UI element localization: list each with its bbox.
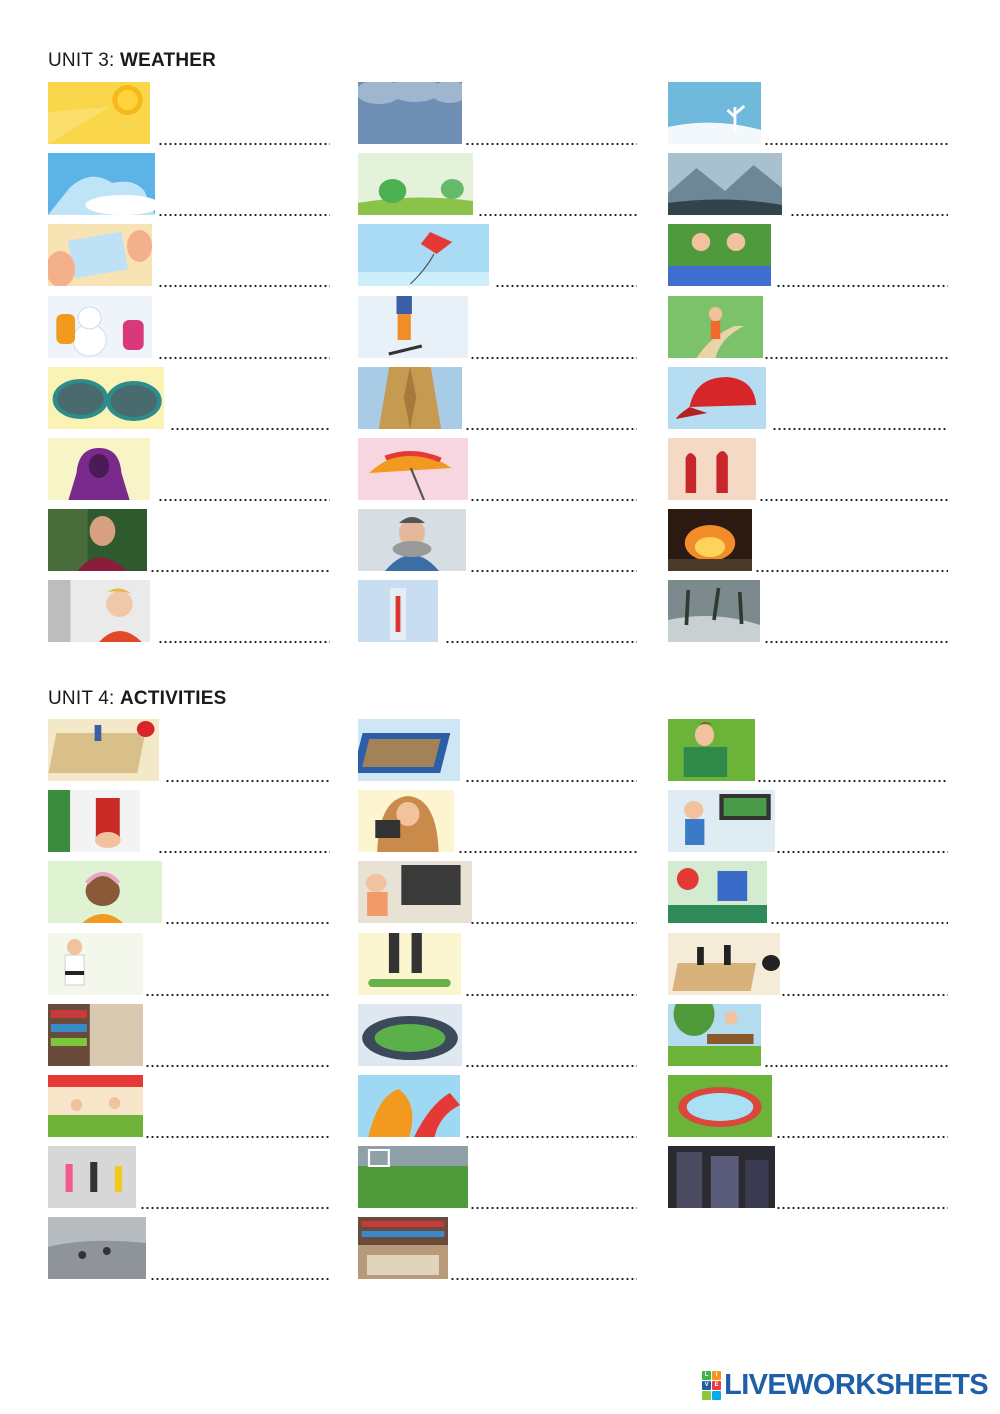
- windy-clouds-picture: [48, 153, 155, 215]
- vocab-cell: [48, 580, 330, 644]
- fireplace-picture: [668, 509, 752, 571]
- vocab-cell: [668, 82, 948, 146]
- vocab-cell: [48, 1217, 330, 1281]
- answer-field[interactable]: [764, 1054, 948, 1068]
- answer-field[interactable]: [772, 417, 948, 431]
- vocab-cell: [358, 153, 637, 217]
- answer-field[interactable]: [465, 1125, 637, 1139]
- answer-field[interactable]: [470, 559, 637, 573]
- logo-mark-tile: E: [712, 1381, 721, 1390]
- sunny-picture: [48, 82, 150, 144]
- vocab-cell: [668, 580, 948, 644]
- karate-picture: [48, 933, 143, 995]
- liveworksheets-logo: [702, 1369, 988, 1402]
- football-pitch-picture: [358, 1146, 468, 1208]
- coat-picture: [358, 367, 462, 429]
- answer-field[interactable]: [764, 132, 948, 146]
- logo-mark-tile: L: [702, 1371, 711, 1380]
- answer-field[interactable]: [776, 274, 948, 288]
- vocab-cell: [668, 790, 948, 854]
- water-park-picture: [358, 1075, 460, 1137]
- cold-woman-picture: [358, 509, 466, 571]
- vocab-cell: [48, 1075, 330, 1139]
- answer-field[interactable]: [165, 769, 330, 783]
- reading-book-picture: [668, 719, 755, 781]
- painting-craft-picture: [48, 224, 152, 286]
- vocab-cell: [358, 933, 637, 997]
- answer-field[interactable]: [458, 840, 637, 854]
- vocab-cell: [358, 1217, 637, 1281]
- cap-picture: [668, 367, 766, 429]
- answer-field[interactable]: [465, 983, 637, 997]
- vocab-cell: [48, 509, 330, 573]
- vocab-cell: [358, 438, 637, 502]
- vocab-cell: [668, 1004, 948, 1068]
- vocab-cell: [668, 224, 948, 288]
- liveworksheets-wordmark: LIVEWORKSHEETS: [724, 1369, 988, 1401]
- logo-mark-tile: [712, 1391, 721, 1400]
- answer-field[interactable]: [770, 911, 948, 925]
- vocab-cell: [48, 224, 330, 288]
- answer-field[interactable]: [764, 346, 948, 360]
- vocab-cell: [358, 790, 637, 854]
- chess-picture: [668, 933, 780, 995]
- vocab-cell: [668, 933, 948, 997]
- logo-mark-tile: V: [702, 1381, 711, 1390]
- picnic-picture: [668, 224, 771, 286]
- vocab-cell: [48, 1146, 330, 1210]
- vocab-cell: [48, 790, 330, 854]
- vocab-cell: [668, 367, 948, 431]
- answer-field[interactable]: [776, 840, 948, 854]
- storm-picture: [668, 580, 760, 642]
- vocab-cell: [358, 296, 637, 360]
- bookshop-picture: [358, 1217, 448, 1279]
- answer-field[interactable]: [776, 1196, 948, 1210]
- answer-field[interactable]: [140, 1196, 330, 1210]
- answer-field[interactable]: [145, 1054, 330, 1068]
- snowy-picture: [668, 82, 761, 144]
- arcade-picture: [668, 1146, 775, 1208]
- answer-field[interactable]: [165, 911, 330, 925]
- foggy-mountains-picture: [668, 153, 782, 215]
- swimming-pool-picture: [668, 1075, 772, 1137]
- umbrella-picture: [358, 438, 468, 500]
- vocab-cell: [668, 861, 948, 925]
- answer-field[interactable]: [158, 488, 330, 502]
- library-shelves-picture: [48, 1004, 143, 1066]
- vocab-cell: [358, 82, 637, 146]
- vocab-cell: [358, 1004, 637, 1068]
- answer-field[interactable]: [158, 132, 330, 146]
- answer-field[interactable]: [150, 559, 330, 573]
- gloves-picture: [668, 438, 756, 500]
- stadium-picture: [358, 1004, 462, 1066]
- vocab-cell: [48, 719, 330, 783]
- vocab-cell: [48, 367, 330, 431]
- skiing-picture: [358, 296, 468, 358]
- logo-mark-tile: I: [712, 1371, 721, 1380]
- market-picture: [48, 1075, 143, 1137]
- answer-field[interactable]: [145, 983, 330, 997]
- skateboarding-picture: [358, 933, 461, 995]
- raincoat-picture: [48, 438, 150, 500]
- answer-field[interactable]: [170, 417, 330, 431]
- park-bench-picture: [668, 1004, 761, 1066]
- vocab-cell: [358, 1146, 637, 1210]
- walk-in-park-picture: [668, 296, 763, 358]
- answer-field[interactable]: [158, 840, 330, 854]
- vocab-cell: [358, 861, 637, 925]
- vocab-cell: [668, 296, 948, 360]
- vocab-cell: [358, 224, 637, 288]
- vocab-cell: [48, 82, 330, 146]
- vocab-cell: [48, 438, 330, 502]
- answer-field[interactable]: [470, 488, 637, 502]
- vocab-cell: [358, 509, 637, 573]
- building-snowman-picture: [48, 296, 152, 358]
- vocab-cell: [48, 296, 330, 360]
- unit-4-heading: UNIT 4: ACTIVITIES: [48, 688, 227, 709]
- liveworksheets-mark-icon: [702, 1371, 721, 1400]
- answer-field[interactable]: [470, 346, 637, 360]
- answer-field[interactable]: [158, 203, 330, 217]
- answer-field[interactable]: [150, 1267, 330, 1281]
- answer-field[interactable]: [470, 1196, 637, 1210]
- answer-field[interactable]: [158, 274, 330, 288]
- video-games-picture: [668, 790, 775, 852]
- answer-field[interactable]: [450, 1267, 637, 1281]
- thermometer-snow-picture: [358, 580, 438, 642]
- answer-field[interactable]: [759, 488, 948, 502]
- answer-field[interactable]: [478, 203, 637, 217]
- answer-field[interactable]: [470, 911, 637, 925]
- kite-picture: [358, 224, 489, 286]
- puzzle-picture: [358, 719, 460, 781]
- watching-tv-picture: [358, 861, 472, 923]
- vocab-cell: [358, 367, 637, 431]
- answer-field[interactable]: [465, 1054, 637, 1068]
- answer-field[interactable]: [145, 1125, 330, 1139]
- answer-field[interactable]: [495, 274, 637, 288]
- vocab-cell: [668, 1146, 948, 1210]
- vocab-cell: [48, 153, 330, 217]
- vocab-cell: [48, 1004, 330, 1068]
- board-game-picture: [48, 719, 159, 781]
- answer-field[interactable]: [757, 769, 948, 783]
- logo-mark-tile: [702, 1391, 711, 1400]
- answer-field[interactable]: [445, 630, 637, 644]
- vocab-cell: [668, 1075, 948, 1139]
- unit-3-heading: UNIT 3: WEATHER: [48, 50, 217, 71]
- answer-field[interactable]: [465, 132, 637, 146]
- answer-field[interactable]: [776, 1125, 948, 1139]
- vocab-cell: [358, 719, 637, 783]
- answer-field[interactable]: [158, 346, 330, 360]
- answer-field[interactable]: [465, 417, 637, 431]
- windy-trees-picture: [358, 153, 473, 215]
- answer-field[interactable]: [158, 630, 330, 644]
- vocab-cell: [48, 933, 330, 997]
- vocab-cell: [668, 719, 948, 783]
- boy-fan-picture: [48, 580, 150, 642]
- answer-field[interactable]: [465, 769, 637, 783]
- vocab-cell: [668, 509, 948, 573]
- vocab-cell: [358, 580, 637, 644]
- listening-music-picture: [48, 861, 162, 923]
- rainy-picture: [358, 82, 462, 144]
- answer-field[interactable]: [755, 559, 948, 573]
- vocab-cell: [668, 438, 948, 502]
- vocab-cell: [358, 1075, 637, 1139]
- skatepark-picture: [48, 1217, 146, 1279]
- photography-picture: [358, 790, 454, 852]
- vocab-cell: [668, 153, 948, 217]
- table-tennis-picture: [668, 861, 767, 923]
- answer-field[interactable]: [764, 630, 948, 644]
- eating-snacks-picture: [48, 790, 140, 852]
- sunglasses-picture: [48, 367, 164, 429]
- hot-woman-picture: [48, 509, 147, 571]
- answer-field[interactable]: [790, 203, 948, 217]
- vocab-cell: [48, 861, 330, 925]
- dancing-kids-picture: [48, 1146, 136, 1208]
- answer-field[interactable]: [781, 983, 948, 997]
